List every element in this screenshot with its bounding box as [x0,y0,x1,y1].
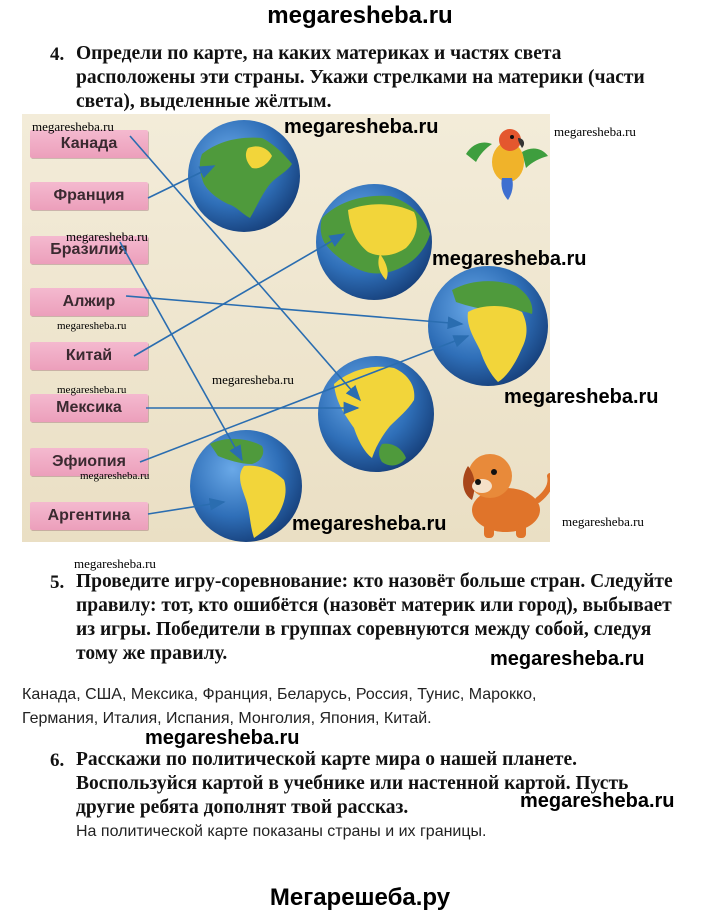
watermark-big-3[interactable]: megaresheba.ru [504,386,659,408]
country-label-argentina: Аргентина [30,502,148,530]
watermark-big-4[interactable]: megaresheba.ru [292,513,447,535]
task6-number: 6. [50,750,65,771]
watermark-small-7[interactable]: megaresheba.ru [80,470,150,482]
country-label-canada: Канада [30,130,148,158]
task5-line3: из игры. Победители в группах соревнуются между собой, следуя [76,619,652,640]
task5-line1: Проведите игру-соревнование: кто назовёт больше стран. Следуйте [76,571,673,592]
task4-number: 4. [50,44,65,65]
watermark-small-3[interactable]: megaresheba.ru [66,229,148,244]
country-label-brazil: Бразилия [30,236,148,264]
watermark-small-9[interactable]: megaresheba.ru [74,556,156,571]
task4-line3: света), выделенные жёлтым. [76,91,332,112]
task5-number: 5. [50,572,65,593]
country-label-mexico: Мексика [30,394,148,422]
watermark-small-2[interactable]: megaresheba.ru [554,124,636,139]
task6-line1: Расскажи по политической карте мира о нашей планете. [76,749,578,770]
globe-asia [316,184,432,300]
watermark-small-4[interactable]: megaresheba.ru [57,320,127,332]
watermark-small-8[interactable]: megaresheba.ru [562,514,644,529]
watermark-big-2[interactable]: megaresheba.ru [432,248,587,270]
arrow-algeria [126,296,462,324]
country-label-china: Китай [30,342,148,370]
task4-text [76,42,706,114]
task4-line2: расположены эти страны. Укажи стрелками на материки (части [76,67,645,88]
globe-africa [428,266,548,386]
task5-answer-line2: Германия, Италия, Испания, Монголия, Япония, Китай. [22,710,432,727]
task6-answer: На политической карте показаны страны и их границы. [76,823,487,840]
task6-line2: Воспользуйся картой в учебнике или настенной картой. Пусть [76,773,629,794]
watermark-big-5[interactable]: megaresheba.ru [490,648,645,670]
task6-line3: другие ребята дополнят твой рассказ. [76,797,409,818]
parrot-illustration [466,129,548,200]
watermark-small-6[interactable]: megaresheba.ru [57,384,127,396]
country-label-france: Франция [30,182,148,210]
globe-north-america [318,356,434,472]
arrow-brazil [120,242,242,460]
task5-line2: правилу: тот, кто ошибётся (назовёт материк или город), выбывает [76,595,672,616]
watermark-big-1[interactable]: megaresheba.ru [284,116,439,138]
watermark-small-1[interactable]: megaresheba.ru [32,119,114,134]
arrow-china [134,234,344,356]
watermark-big-7[interactable]: megaresheba.ru [520,790,675,812]
puppy-illustration [463,454,550,538]
header-watermark[interactable]: megaresheba.ru [267,2,453,29]
watermark-big-6[interactable]: megaresheba.ru [145,727,300,749]
country-label-algeria: Алжир [30,288,148,316]
task5-line4: тому же правилу. [76,643,228,664]
globe-south-america [190,430,302,542]
watermark-small-5[interactable]: megaresheba.ru [212,372,294,387]
task5-answer-line1: Канада, США, Мексика, Франция, Беларусь, Россия, Тунис, Марокко, [22,686,537,703]
footer-watermark[interactable]: Мегарешеба.ру [269,884,451,911]
country-label-ethiopia: Эфиопия [30,448,148,476]
task5-answer [22,683,712,731]
task4-line1: Определи по карте, на каких материках и частях света [76,43,562,64]
